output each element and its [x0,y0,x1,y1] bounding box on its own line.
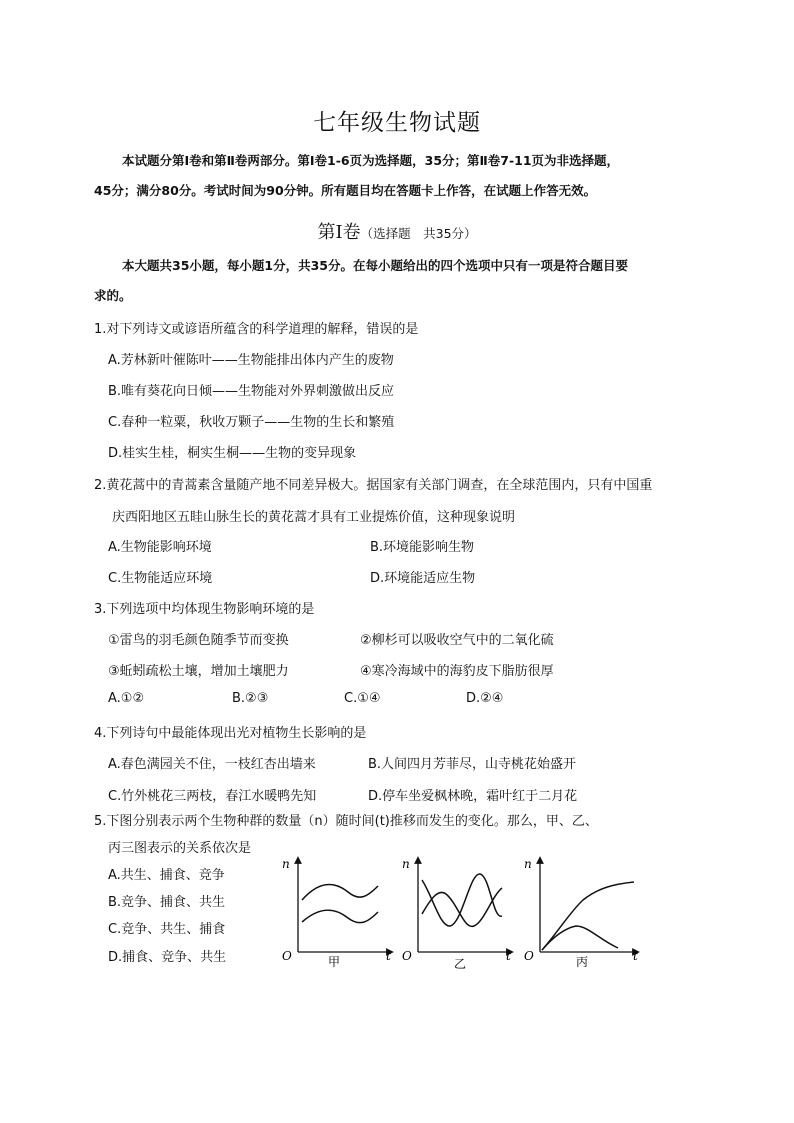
graph-jia-ylabel: n [282,857,290,871]
graph-yi-origin: O [402,949,412,963]
question-2-option-a: A.生物能影响环境 [108,540,212,555]
question-1-option-c: C.春种一粒粟，秋收万颗子——生物的生长和繁殖 [108,415,395,430]
question-2-option-c: C.生物能适应环境 [108,571,213,586]
question-5-option-d: D.捕食、竞争、共生 [108,950,227,965]
section-title: 第Ⅰ卷 [317,222,361,243]
question-3-option-a: A.①② [108,691,145,706]
graph-bing-caption: 丙 [576,955,589,969]
question-4-option-c: C.竹外桃花三两枝，春江水暖鸭先知 [108,789,317,804]
graph-yi-xlabel: t [506,949,511,963]
graph-bing-ylabel: n [524,857,532,871]
page-title: 七年级生物试题 [313,110,481,136]
question-3-stem: 3.下列选项中均体现生物影响环境的是 [94,602,315,617]
instructions-line-1: 本大题共35小题，每小题1分，共35分。在每小题给出的四个选项中只有一项是符合题目要 [122,258,628,273]
question-1-option-b: B.唯有葵花向日倾——生物能对外界刺激做出反应 [108,384,395,399]
intro-line-2: 45分；满分80分。考试时间为90分钟。所有题目均在答题卡上作答，在试题上作答无效。 [94,183,597,198]
question-4-option-a: A.春色满园关不住，一枝红杏出墙来 [108,757,316,772]
question-4-option-b: B.人间四月芳菲尽，山寺桃花始盛开 [368,757,577,772]
graph-yi-caption: 乙 [454,957,467,971]
question-2-stem-line-1: 2.黄花蒿中的青蒿素含量随产地不同差异极大。据国家有关部门调查，在全球范围内，只有中国重 [94,478,653,493]
section-subtitle: （选择题 共35分） [360,226,477,241]
question-3-item-1: ①雷鸟的羽毛颜色随季节而变换 [108,633,289,648]
section-heading [0,218,794,244]
question-3-option-c: C.①④ [344,691,381,706]
question-5-option-a: A.共生、捕食、竞争 [108,868,225,883]
question-3-item-2: ②柳杉可以吸收空气中的二氧化硫 [360,633,554,648]
graph-jia [282,857,391,969]
graph-bing-origin: O [524,949,534,963]
question-3-option-b: B.②③ [232,691,269,706]
question-4-stem: 4.下列诗句中最能体现出光对植物生长影响的是 [94,726,367,741]
question-2-option-d: D.环境能适应生物 [370,571,476,586]
question-5-stem-line-1: 5.下图分别表示两个生物种群的数量（n）随时间(t)推移而发生的变化。那么，甲、乙、 [94,814,598,829]
question-1-option-d: D.桂实生桂，桐实生桐——生物的变异现象 [108,446,357,461]
question-3-item-4: ④寒冷海域中的海豹皮下脂肪很厚 [360,664,554,679]
question-5-graphs [278,852,658,972]
question-2-option-b: B.环境能影响生物 [370,540,475,555]
graph-jia-caption: 甲 [328,955,341,969]
question-1-stem: 1.对下列诗文或谚语所蕴含的科学道理的解释，错误的是 [94,322,419,337]
graph-yi [402,857,511,971]
instructions-line-2: 求的。 [94,288,132,303]
graph-bing-xlabel: t [633,949,638,963]
question-5-option-c: C.竞争、共生、捕食 [108,922,226,937]
question-5-stem-line-2: 丙三图表示的关系依次是 [108,841,252,856]
question-5-option-b: B.竞争、捕食、共生 [108,895,226,910]
graph-yi-ylabel: n [402,857,410,871]
question-4-option-d: D.停车坐爱枫林晚，霜叶红于二月花 [368,789,578,804]
question-2-stem-line-2: 庆西阳地区五眭山脉生长的黄花蒿才具有工业提炼价值，这种现象说明 [112,510,516,525]
question-3-option-d: D.②④ [466,691,504,706]
graph-jia-xlabel: t [386,949,391,963]
intro-line-1: 本试题分第Ⅰ卷和第Ⅱ卷两部分。第Ⅰ卷1-6页为选择题，35分；第Ⅱ卷7-11页为非选择题， [122,153,620,168]
question-1-option-a: A.芳林新叶催陈叶——生物能排出体内产生的废物 [108,353,394,368]
graph-jia-origin: O [282,949,292,963]
graph-bing [524,857,638,969]
question-3-item-3: ③蚯蚓疏松土壤，增加土壤肥力 [108,664,289,679]
